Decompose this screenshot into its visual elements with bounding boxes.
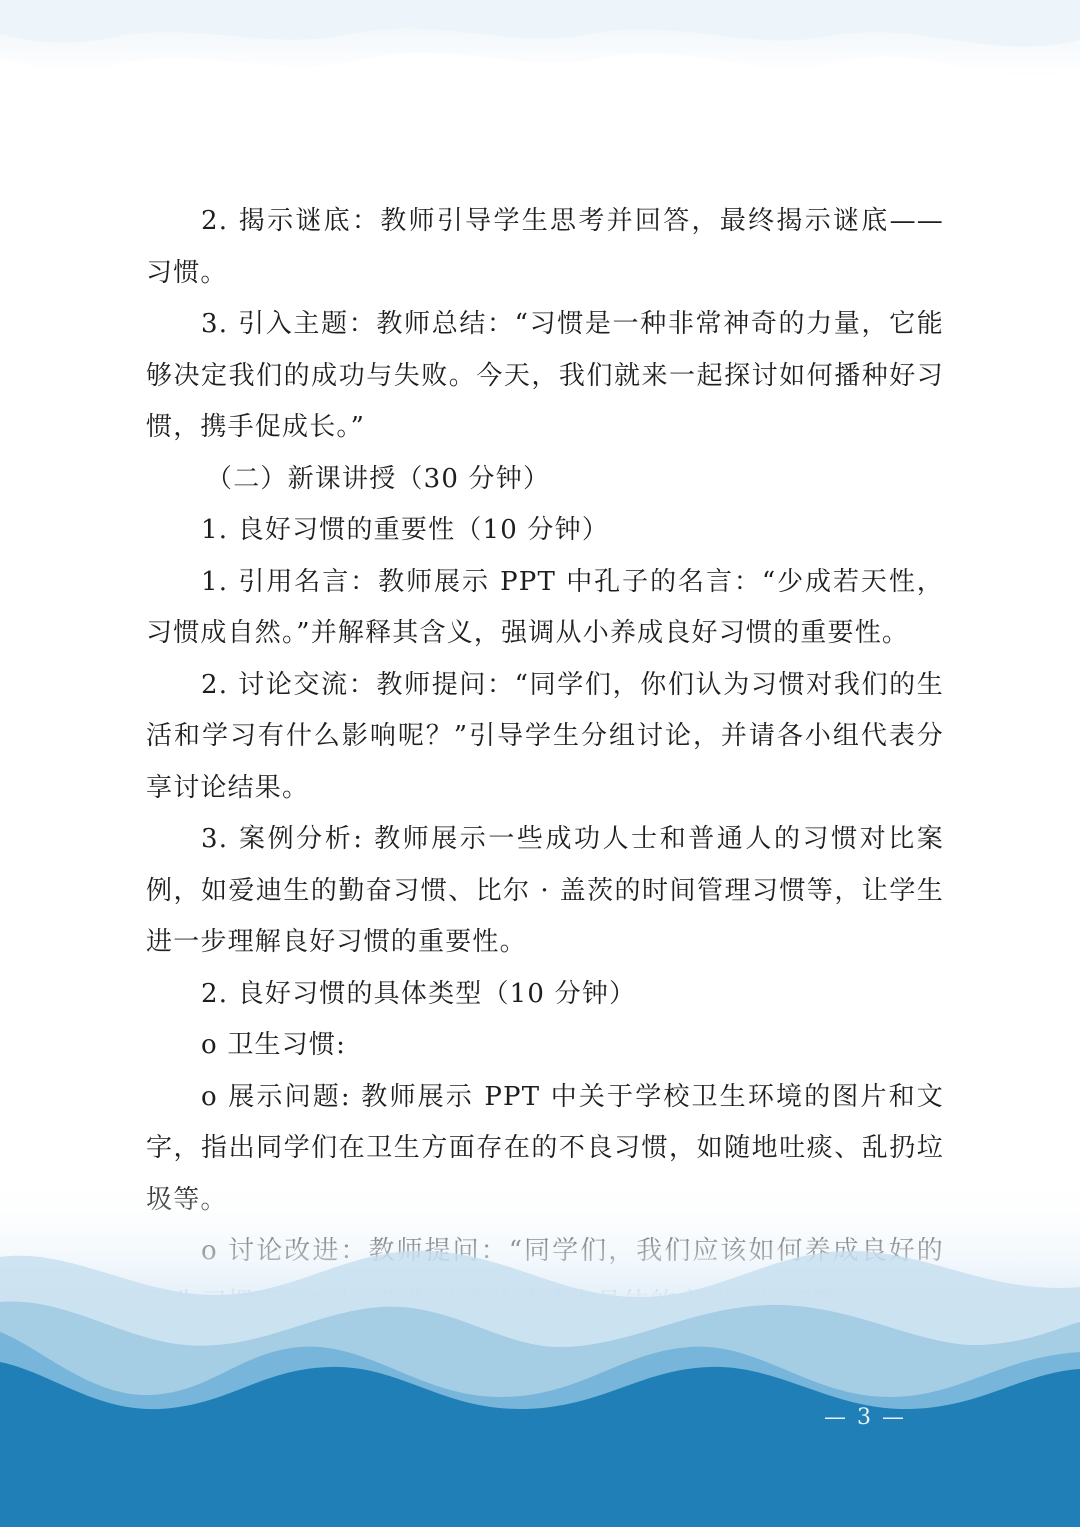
paragraph-discussion: 2. 讨论交流：教师提问：“同学们，你们认为习惯对我们的生活和学习有什么影响呢？”引导学生分组讨论，并请各小组代表分享讨论结果。 (146, 669, 944, 803)
list-item-show-problems: o 展示问题: 教师展示 PPT 中关于学校卫生环境的图片和文字，指出同学们在卫生方面存在的不良习惯，如随地吐痰、乱扔垃 (146, 1081, 944, 1163)
top-wave-decoration (0, 0, 1080, 140)
paragraph-case-analysis: 3. 案例分析: 教师展示一些成功人士和普通人的习惯对比案例，如爱迪生的勤奋习惯、比尔 · 盖茨的时间管理习惯等，让学生进一步理解良好习惯的重要性。 (146, 824, 944, 957)
paragraph-reveal-answer: 2. 揭示谜底：教师引导学生思考并回答，最终揭示谜底——习惯。 (146, 206, 945, 288)
section-heading-new-lesson: （二）新课讲授（30 分钟） (206, 463, 551, 494)
paragraph-quote: 1. 引用名言：教师展示 PPT 中孔子的名言：“少成若天性，习惯成自然。”并解释其含义，强调从小养成良好习惯的重要性。 (146, 566, 944, 648)
paragraph-introduce-topic: 3. 引入主题：教师总结：“习惯是一种非常神奇的力量，它能够决定我们的成功与失败。今天，我们就来一起探讨如何播种好习惯，携手促成长。” (146, 309, 944, 442)
bottom-wave-decoration (0, 1147, 1080, 1527)
subheading-habit-types: 2. 良好习惯的具体类型（10 分钟） (201, 978, 637, 1009)
subheading-habit-importance: 1. 良好习惯的重要性（10 分钟） (201, 515, 610, 545)
page-number: — 3 — (824, 1405, 906, 1430)
list-item-hygiene-habits: o 卫生习惯: (201, 1030, 347, 1060)
